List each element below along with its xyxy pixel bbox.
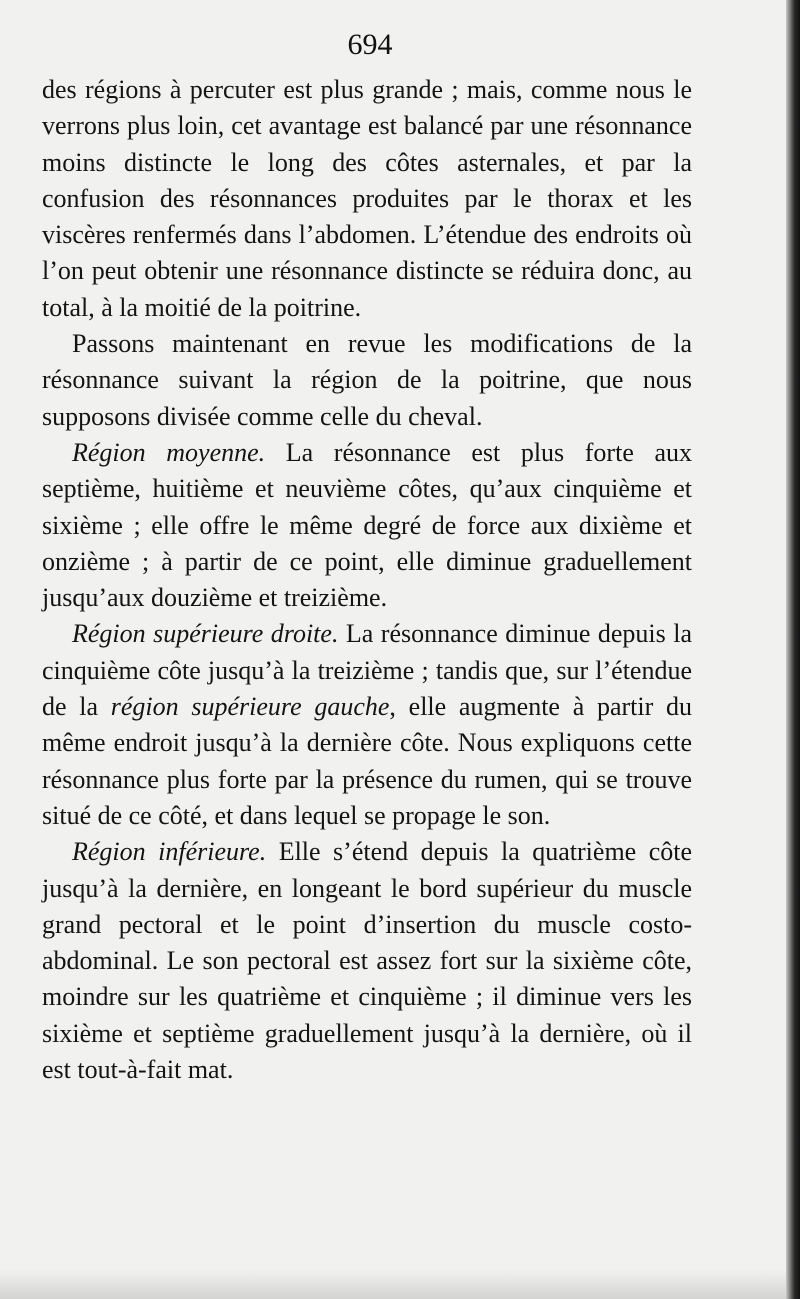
paragraph-3-text: La résonnance est plus forte aux septième, huitième et neuvième côtes, qu’aux cinquième et sixième ; elle offre le même degré de force aux dixième et onzième ; à partir de ce point, elle diminue graduellement jusqu’aux douzième et treizième. xyxy=(42,437,693,613)
paragraph-4 xyxy=(42,616,692,834)
section-heading-region-moyenne: Région moyenne. xyxy=(72,437,266,467)
section-heading-region-superieure-droite: Région supérieure droite. xyxy=(72,619,339,649)
paragraph-1-text: des régions à percuter est plus grande ; mais, comme nous le verrons plus loin, cet avantage est balancé par une résonnance moins distincte le long des côtes asternales, et par la confusion des résonnances produites par le thorax et les viscères renfermés dans l’abdomen. L’étendue des endroits où l’on peut obtenir une résonnance distincte se réduira donc, au total, à la moitié de la poitrine. xyxy=(42,75,692,322)
paragraph-5 xyxy=(42,834,692,1088)
paragraph-5-text: Elle s’étend depuis la quatrième côte jusqu’à la dernière, en longeant le bord supérieur du muscle grand pectoral et le point d’insertion du muscle costo-abdominal. Le son pectoral est assez fort sur la sixième côte, moindre sur les quatrième et cinquième ; il diminue vers les sixième et septième graduellement jusqu’à la dernière, où il est tout-à-fait mat. xyxy=(42,837,692,1085)
paragraph-2-text: Passons maintenant en revue les modifications de la résonnance suivant la région de la poitrine, que nous supposons divisée comme celle du cheval. xyxy=(42,329,692,431)
emphasis-region-superieure-gauche: région supérieure gauche xyxy=(110,692,390,722)
paragraph-4-text-before: La résonnance diminue depuis la cinquième côte jusqu’à la treizième ; tandis que, sur l’étendue de la xyxy=(42,619,692,722)
page-bottom-shadow xyxy=(0,1269,800,1299)
page-text xyxy=(42,72,692,1088)
paragraph-2 xyxy=(42,326,692,435)
binding-gutter xyxy=(786,0,800,1299)
paragraph-4-text-after: , elle augmente à partir du même endroit jusqu’à la dernière côte. Nous expliquons cette résonnance plus forte par la présence du rumen, qui se trouve situé de ce côté, et dans lequel se propage le son. xyxy=(42,692,692,830)
paragraph-1 xyxy=(42,72,692,326)
section-heading-region-inferieure: Région inférieure. xyxy=(72,837,267,867)
page-number: 694 xyxy=(347,28,393,61)
paragraph-3 xyxy=(42,435,692,616)
